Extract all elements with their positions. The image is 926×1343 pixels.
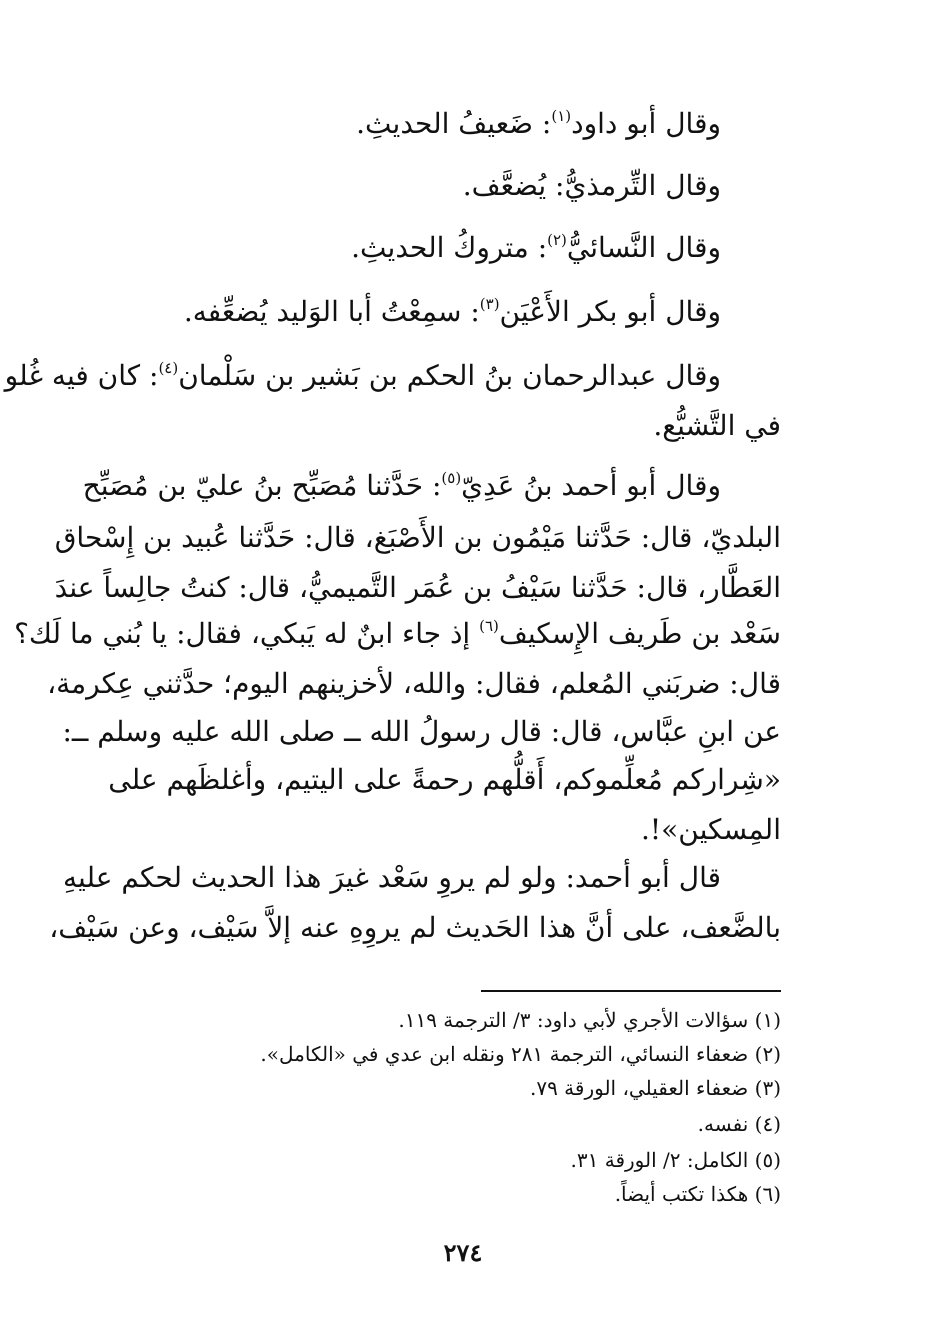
- line-text: سَعْد بن طَريف الإِسكيف: [498, 617, 781, 650]
- text-line: [145, 104, 721, 144]
- line-text: العَطَّار، قال: حَدَّثنا سَيْفُ بن عُمَر التَّميميُّ، قال: كنتُ جالِساً عندَ: [54, 571, 781, 604]
- line-text: عن ابنِ عبَّاس، قال: قال رسولُ الله ــ صلى الله عليه وسلم ــ:: [62, 715, 781, 748]
- footnote-item: [145, 1006, 781, 1034]
- footnote-text: ضعفاء النسائي، الترجمة ٢٨١ ونقله ابن عدي في «الكامل».: [260, 1042, 749, 1066]
- footnote-ref[interactable]: (٤): [158, 359, 179, 377]
- line-text: : حَدَّثنا مُصَبِّح بنُ عليّ بن مُصَبِّح: [82, 469, 442, 502]
- footnote-number: (٢): [754, 1042, 781, 1066]
- footnote-number: (٥): [754, 1148, 781, 1172]
- footnote-text: سؤالات الأجري لأبي داود: ٣/ الترجمة ١١٩.: [398, 1008, 749, 1032]
- line-text: المِسكين»!.: [641, 813, 781, 846]
- footnote-ref[interactable]: (٦): [479, 617, 499, 635]
- text-line: [145, 166, 721, 206]
- footnote-text: نفسه.: [697, 1112, 749, 1136]
- footnote-ref[interactable]: (٣): [479, 295, 500, 313]
- footnote-item: [145, 1110, 781, 1138]
- text-line: [145, 292, 721, 332]
- footnote-number: (٤): [754, 1112, 781, 1136]
- line-text: : متروكُ الحديثِ.: [351, 231, 548, 264]
- line-text: : سمِعْتُ أبا الوَليد يُضعِّفه.: [183, 295, 480, 328]
- text-line: [62, 858, 721, 898]
- line-text: وقال النَّسائيُّ: [566, 231, 721, 264]
- footnote-item: [145, 1146, 781, 1174]
- text-line: [4, 356, 721, 396]
- line-text: : كان فيه غُلو: [4, 359, 159, 392]
- text-line: [145, 228, 721, 268]
- footnote-ref[interactable]: (٥): [441, 469, 462, 487]
- text-line: [47, 664, 781, 704]
- footnote-number: (٣): [754, 1076, 781, 1100]
- text-line: [145, 810, 781, 850]
- text-line: [145, 406, 781, 446]
- line-text: في التَّشيُّع.: [653, 409, 781, 442]
- footnote-item: [145, 1180, 781, 1208]
- line-text: وقال عبدالرحمان بنُ الحكم بن بَشير بن سَلْمان: [178, 359, 721, 392]
- line-text: وقال أبو بكر الأَعْيَن: [499, 295, 721, 328]
- text-line: [49, 908, 781, 948]
- footnote-number: (١): [754, 1008, 781, 1032]
- line-text: قال أبو أحمد: ولو لم يروِ سَعْد غيرَ هذا الحديث لحكم عليهِ: [62, 861, 721, 894]
- line-text: إذ جاء ابنٌ له يَبكي، فقال: يا بُني ما لَك؟: [14, 617, 480, 650]
- footnote-number: (٦): [754, 1182, 781, 1206]
- footnote-item: [145, 1074, 781, 1102]
- text-line: [82, 466, 721, 506]
- text-line: [62, 712, 781, 752]
- footnote-ref[interactable]: (١): [551, 107, 572, 125]
- line-text: «شِراركم مُعلِّموكم، أَقلُّهم رحمةً على اليتيم، وأغلظَهم على: [108, 763, 781, 796]
- line-text: وقال أبو أحمد بنُ عَدِيّ: [461, 469, 721, 502]
- text-line: [54, 568, 781, 608]
- footnote-text: هكذا تكتب أيضاً.: [614, 1182, 749, 1206]
- page-number: ٢٧٤: [443, 1238, 483, 1267]
- text-line: [54, 518, 781, 558]
- line-text: البلديّ، قال: حَدَّثنا مَيْمُون بن الأَصْبَغ، قال: حَدَّثنا عُبيد بن إِسْحاق: [54, 521, 781, 554]
- footnote-text: ضعفاء العقيلي، الورقة ٧٩.: [529, 1076, 749, 1100]
- footnote-ref[interactable]: (٢): [547, 231, 567, 249]
- line-text: بالضَّعف، على أنَّ هذا الحَديث لم يروِهِ عنه إلاَّ سَيْف، وعن سَيْف،: [49, 911, 781, 944]
- line-text: وقال أبو داود: [571, 107, 721, 140]
- line-text: وقال التِّرمذيُّ: يُضعَّف.: [462, 169, 721, 202]
- line-text: قال: ضربَني المُعلم، فقال: والله، لأخزينهم اليوم؛ حدَّثني عِكرمة،: [47, 667, 781, 700]
- footnote-divider: [481, 990, 781, 992]
- text-line: [108, 760, 781, 800]
- footnote-item: [145, 1040, 781, 1068]
- line-text: : ضَعيفُ الحديثِ.: [356, 107, 552, 140]
- footnote-text: الكامل: ٢/ الورقة ٣١.: [570, 1148, 749, 1172]
- text-line: [14, 614, 781, 654]
